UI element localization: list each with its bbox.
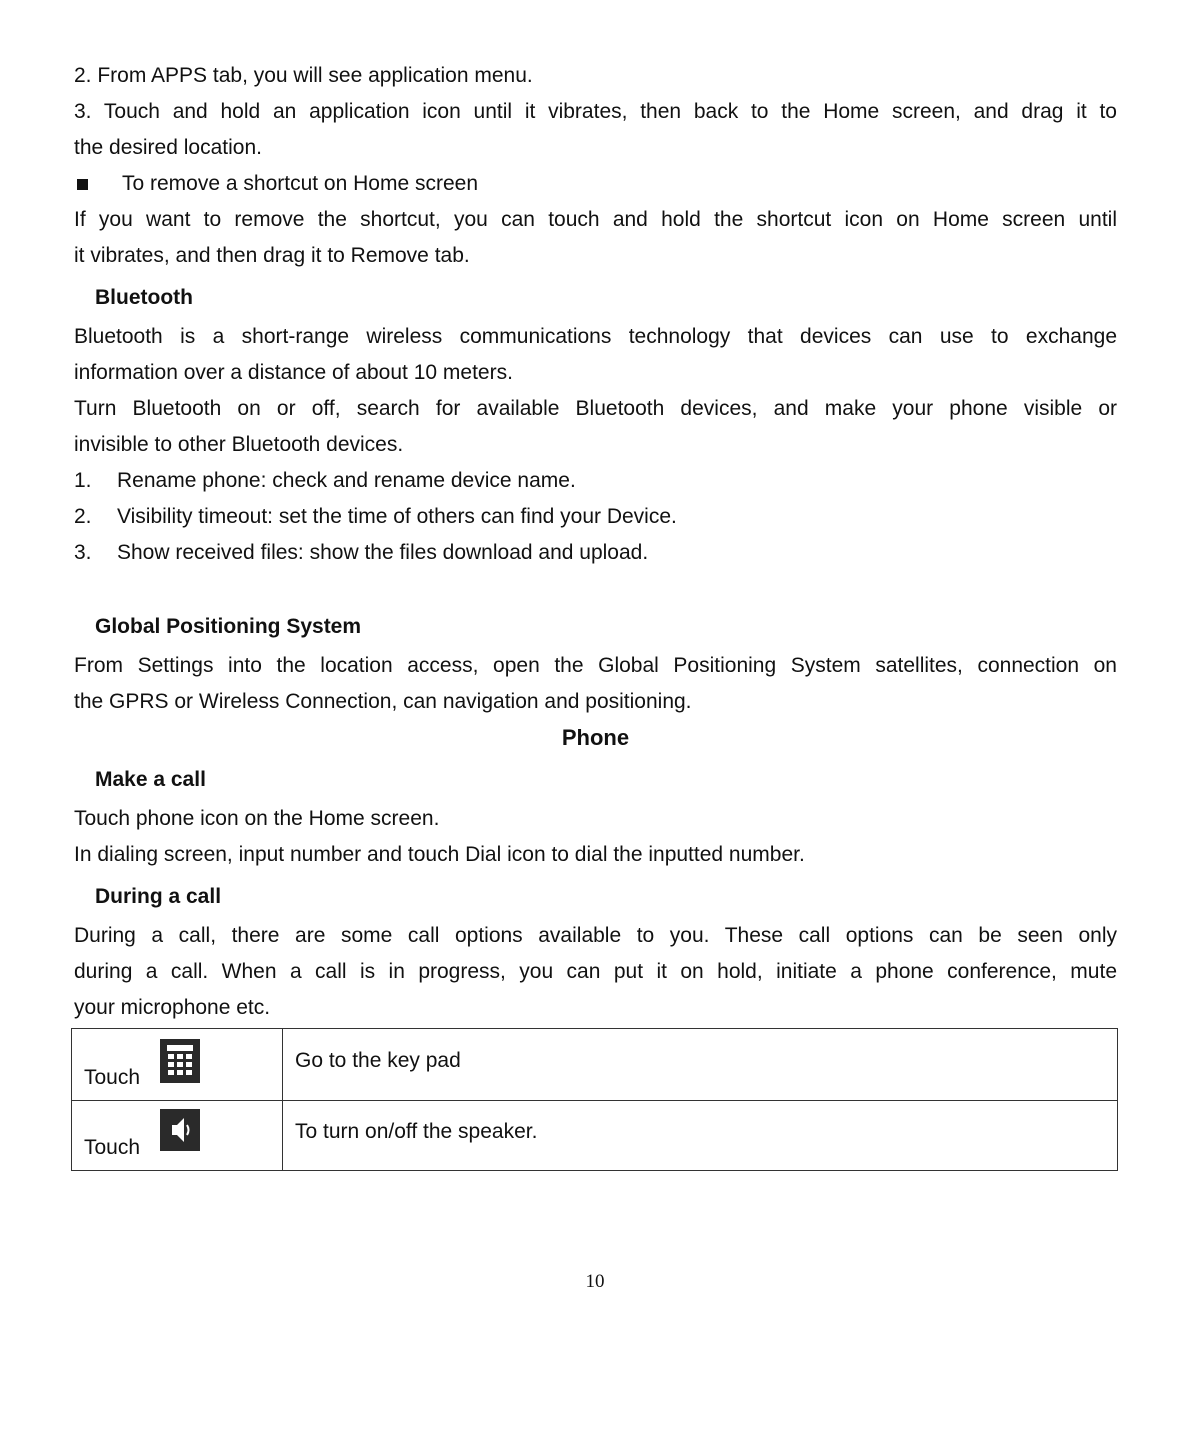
phone-section-title: Phone xyxy=(561,725,630,750)
keypad-icon xyxy=(160,1039,200,1083)
table-cell-description xyxy=(283,1029,1118,1101)
during-call-paragraph-c: your microphone etc. xyxy=(74,996,271,1019)
table-cell-description xyxy=(283,1101,1118,1171)
gps-paragraph-b: the GPRS or Wireless Connection, can navigation and positioning. xyxy=(74,690,692,713)
list-text: Visibility timeout: set the time of others can find your Device. xyxy=(117,505,677,528)
manual-page xyxy=(74,58,1117,1171)
gps-paragraph-a: From Settings into the location access, open the Global Positioning System satellites, connection on xyxy=(74,654,1117,677)
list-item xyxy=(74,535,1117,571)
list-number: 3. xyxy=(74,541,92,564)
list-number: 2. xyxy=(74,505,92,528)
section-spacer xyxy=(74,571,1117,603)
make-call-line-2: In dialing screen, input number and touch Dial icon to dial the inputted number. xyxy=(74,843,805,866)
touch-label: Touch xyxy=(84,1066,141,1089)
list-text: Show received files: show the files download and upload. xyxy=(117,541,649,564)
bluetooth-paragraph-1b: information over a distance of about 10 meters. xyxy=(74,361,513,384)
speaker-icon xyxy=(160,1109,200,1151)
list-number: 1. xyxy=(74,469,92,492)
table-cell-action xyxy=(72,1101,283,1171)
description-text: To turn on/off the speaker. xyxy=(295,1119,538,1143)
during-call-paragraph-b: during a call. When a call is in progress, you can put it on hold, initiate a phone conference, mute xyxy=(74,960,1117,983)
call-options-table xyxy=(71,1028,1118,1171)
list-item xyxy=(74,463,1117,499)
list-text: Rename phone: check and rename device name. xyxy=(117,469,576,492)
during-call-heading: During a call xyxy=(95,885,222,908)
intro-line-2: 3. Touch and hold an application icon until it vibrates, then back to the Home screen, and drag it to xyxy=(74,100,1117,123)
intro-line-3: the desired location. xyxy=(74,136,262,159)
make-call-heading: Make a call xyxy=(95,768,206,791)
gps-heading: Global Positioning System xyxy=(95,615,362,638)
bluetooth-paragraph-1a: Bluetooth is a short-range wireless communications technology that devices can use to exchange xyxy=(74,325,1117,348)
make-call-line-1: Touch phone icon on the Home screen. xyxy=(74,807,440,830)
intro-line-4: If you want to remove the shortcut, you can touch and hold the shortcut icon on Home screen until xyxy=(74,208,1117,231)
table-row xyxy=(72,1101,1118,1171)
description-text: Go to the key pad xyxy=(295,1048,461,1072)
bullet-item xyxy=(74,166,1117,202)
intro-line-1: 2. From APPS tab, you will see application menu. xyxy=(74,64,533,87)
table-cell-action xyxy=(72,1029,283,1101)
touch-label: Touch xyxy=(84,1136,141,1159)
square-bullet-icon xyxy=(77,179,88,190)
bullet-text: To remove a shortcut on Home screen xyxy=(122,172,478,195)
intro-line-5: it vibrates, and then drag it to Remove tab. xyxy=(74,244,470,267)
page-number: 10 xyxy=(585,1271,605,1292)
bluetooth-paragraph-2b: invisible to other Bluetooth devices. xyxy=(74,433,404,456)
during-call-paragraph-a: During a call, there are some call options available to you. These call options can be seen only xyxy=(74,924,1117,947)
bluetooth-heading: Bluetooth xyxy=(95,286,193,309)
bluetooth-paragraph-2a: Turn Bluetooth on or off, search for available Bluetooth devices, and make your phone visible or xyxy=(74,397,1117,420)
list-item xyxy=(74,499,1117,535)
table-row xyxy=(72,1029,1118,1101)
